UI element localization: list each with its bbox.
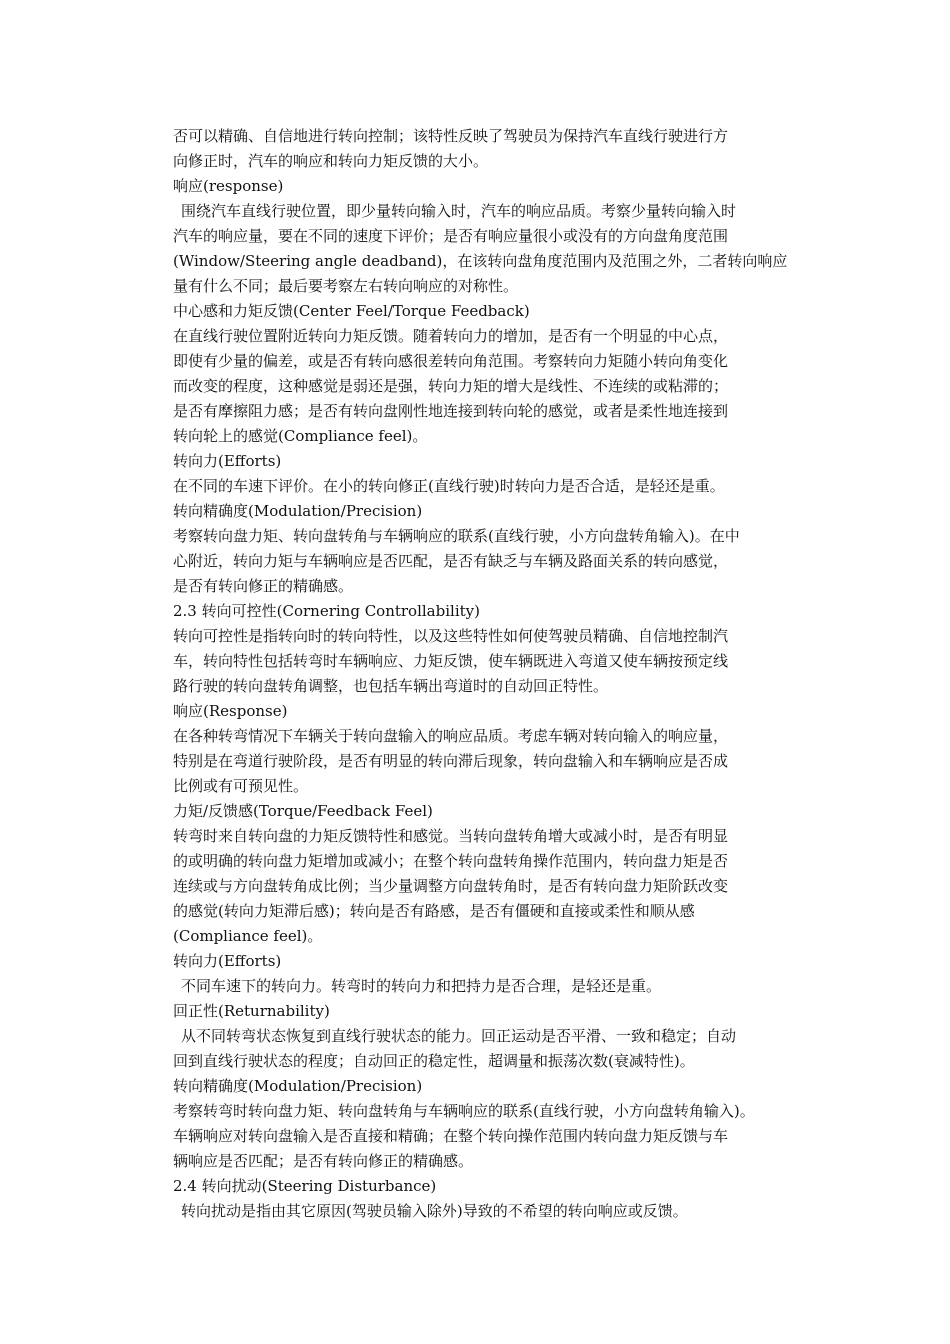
text-line: 心附近，转向力矩与车辆响应是否匹配，是否有缺乏与车辆及路面关系的转向感觉，: [173, 552, 729, 570]
text-line: 否可以精确、自信地进行转向控制；该特性反映了驾驶员为保持汽车直线行驶进行方: [173, 127, 729, 145]
text-line: 围绕汽车直线行驶位置，即少量转向输入时，汽车的响应品质。考察少量转向输入时: [181, 202, 737, 220]
section-heading: 中心感和力矩反馈(Center Feel/Torque Feedback): [173, 302, 530, 320]
text-line: 不同车速下的转向力。转弯时的转向力和把持力是否合理，是轻还是重。: [181, 977, 662, 995]
text-line: 在直线行驶位置附近转向力矩反馈。随着转向力的增加，是否有一个明显的中心点，: [173, 327, 729, 345]
text-line: (Compliance feel)。: [173, 927, 323, 945]
text-line: 辆响应是否匹配；是否有转向修正的精确感。: [173, 1152, 474, 1170]
text-line: (Window/Steering angle deadband)，在该转向盘角度范围内及范围之外，二者转向响应: [173, 252, 788, 270]
section-heading: 响应(response): [173, 177, 284, 195]
section-heading: 2.3 转向可控性(Cornering Controllability): [173, 602, 480, 620]
text-line: 转向扰动是指由其它原因(驾驶员输入除外)导致的不希望的转向响应或反馈。: [181, 1202, 688, 1220]
text-line: 向修正时，汽车的响应和转向力矩反馈的大小。: [173, 152, 489, 170]
section-heading: 回正性(Returnability): [173, 1002, 330, 1020]
text-line: 考察转向盘力矩、转向盘转角与车辆响应的联系(直线行驶，小方向盘转角输入)。在中: [173, 527, 740, 545]
text-line: 是否有转向修正的精确感。: [173, 577, 354, 595]
text-line: 在不同的车速下评价。在小的转向修正(直线行驶)时转向力是否合适，是轻还是重。: [173, 477, 725, 495]
text-line: 转向轮上的感觉(Compliance feel)。: [173, 427, 428, 445]
section-heading: 转向精确度(Modulation/Precision): [173, 502, 423, 520]
document-body: [173, 124, 813, 1224]
text-line: 连续或与方向盘转角成比例；当少量调整方向盘转角时，是否有转向盘力矩阶跃改变: [173, 877, 729, 895]
text-line: 的或明确的转向盘力矩增加或减小；在整个转向盘转角操作范围内，转向盘力矩是否: [173, 852, 729, 870]
text-line: 比例或有可预见性。: [173, 777, 309, 795]
section-heading: 力矩/反馈感(Torque/Feedback Feel): [173, 802, 433, 820]
section-heading: 转向力(Efforts): [173, 952, 282, 970]
text-line: 即使有少量的偏差，或是否有转向感很差转向角范围。考察转向力矩随小转向角变化: [173, 352, 729, 370]
text-line: 从不同转弯状态恢复到直线行驶状态的能力。回正运动是否平滑、一致和稳定；自动: [181, 1027, 737, 1045]
text-line: 考察转弯时转向盘力矩、转向盘转角与车辆响应的联系(直线行驶，小方向盘转角输入)。: [173, 1102, 755, 1120]
text-line: 特别是在弯道行驶阶段，是否有明显的转向滞后现象，转向盘输入和车辆响应是否成: [173, 752, 729, 770]
text-line: 是否有摩擦阻力感；是否有转向盘刚性地连接到转向轮的感觉，或者是柔性地连接到: [173, 402, 729, 420]
text-line: 量有什么不同；最后要考察左右转向响应的对称性。: [173, 277, 519, 295]
text-line: 回到直线行驶状态的程度；自动回正的稳定性，超调量和振荡次数(衰减特性)。: [173, 1052, 695, 1070]
text-line: 而改变的程度，这种感觉是弱还是强，转向力矩的增大是线性、不连续的或粘滞的；: [173, 377, 729, 395]
section-heading: 响应(Response): [173, 702, 288, 720]
text-line: 车，转向特性包括转弯时车辆响应、力矩反馈，使车辆既进入弯道又使车辆按预定线: [173, 652, 729, 670]
text-line: 汽车的响应量，要在不同的速度下评价；是否有响应量很小或没有的方向盘角度范围: [173, 227, 729, 245]
text-line: 在各种转弯情况下车辆关于转向盘输入的响应品质。考虑车辆对转向输入的响应量，: [173, 727, 729, 745]
text-line: 的感觉(转向力矩滞后感)；转向是否有路感，是否有僵硬和直接或柔性和顺从感: [173, 902, 695, 920]
section-heading: 转向精确度(Modulation/Precision): [173, 1077, 423, 1095]
section-heading: 转向力(Efforts): [173, 452, 282, 470]
text-line: 车辆响应对转向盘输入是否直接和精确；在整个转向操作范围内转向盘力矩反馈与车: [173, 1127, 729, 1145]
text-line: 路行驶的转向盘转角调整，也包括车辆出弯道时的自动回正特性。: [173, 677, 609, 695]
text-line: 转向可控性是指转向时的转向特性，以及这些特性如何使驾驶员精确、自信地控制汽: [173, 627, 729, 645]
section-heading: 2.4 转向扰动(Steering Disturbance): [173, 1177, 437, 1195]
text-line: 转弯时来自转向盘的力矩反馈特性和感觉。当转向盘转角增大或减小时，是否有明显: [173, 827, 729, 845]
